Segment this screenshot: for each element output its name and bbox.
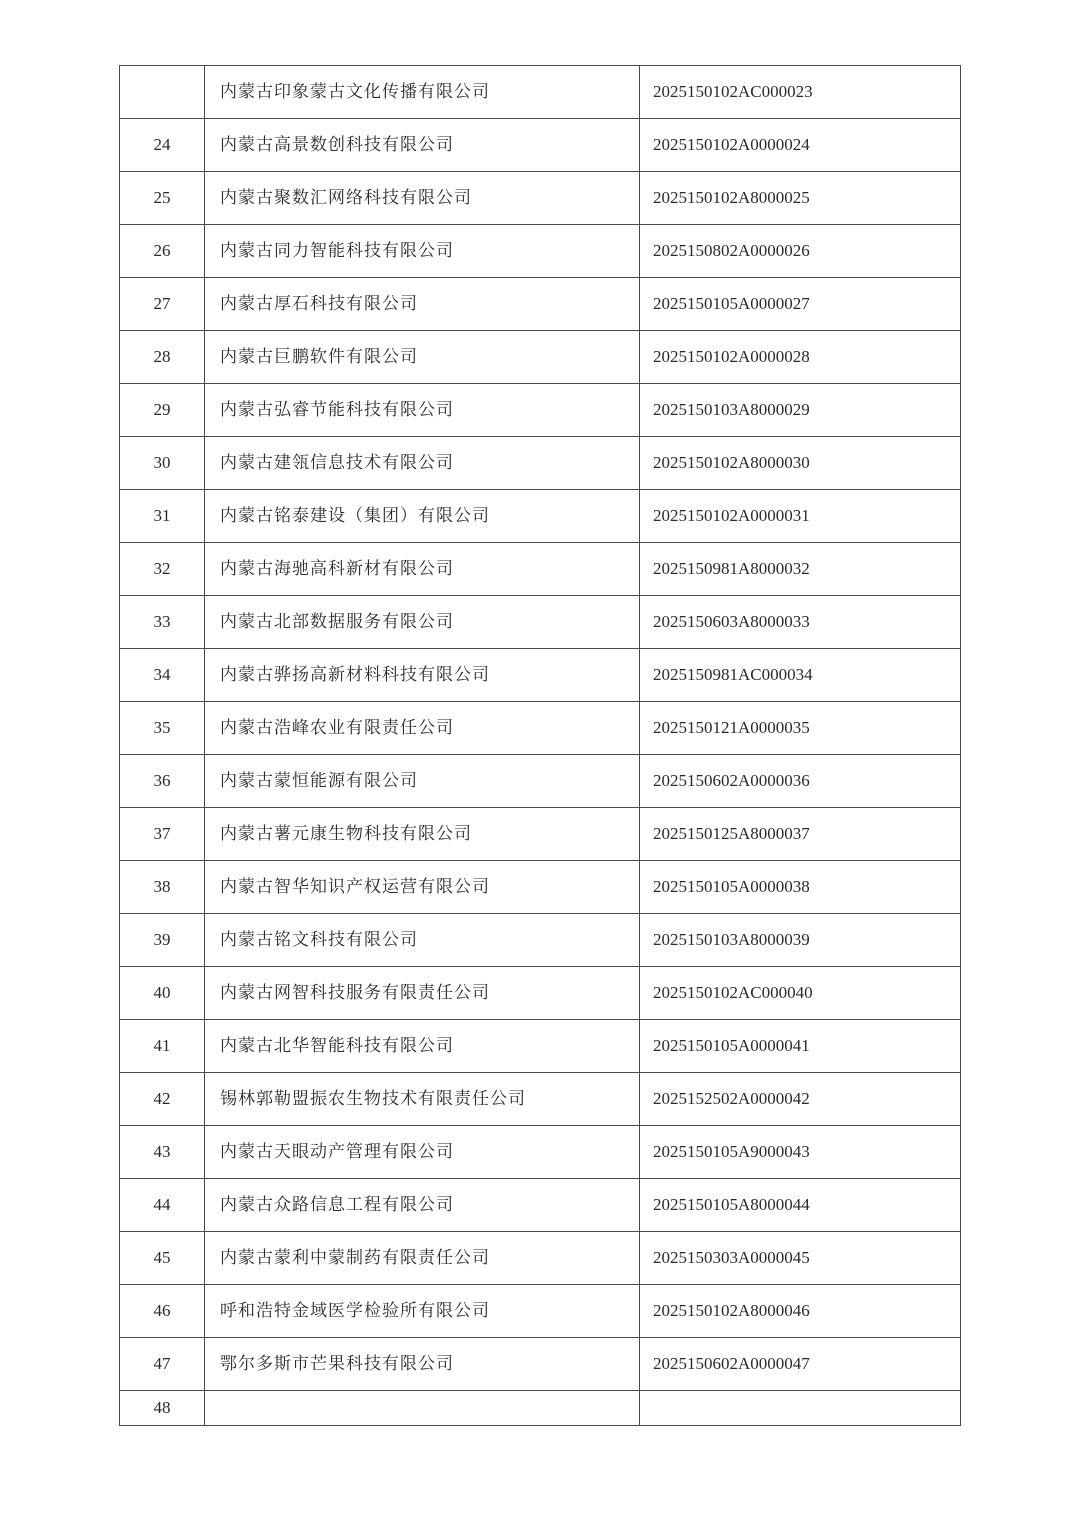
table-row	[120, 66, 961, 119]
registration-code-cell: 2025150102A8000025	[640, 172, 961, 225]
table-row	[120, 808, 961, 861]
registration-code-cell: 2025150802A0000026	[640, 225, 961, 278]
row-number-cell: 40	[120, 967, 205, 1020]
table-row	[120, 119, 961, 172]
table-row	[120, 1179, 961, 1232]
company-name-cell: 内蒙古同力智能科技有限公司	[205, 225, 640, 278]
table-row	[120, 861, 961, 914]
row-number-cell	[120, 66, 205, 119]
company-name-cell: 内蒙古海驰高科新材有限公司	[205, 543, 640, 596]
row-number-cell: 29	[120, 384, 205, 437]
row-number-cell: 25	[120, 172, 205, 225]
registration-code-cell: 2025150125A8000037	[640, 808, 961, 861]
registration-code-cell: 2025150105A9000043	[640, 1126, 961, 1179]
registration-code-cell: 2025150105A0000041	[640, 1020, 961, 1073]
company-name-cell: 内蒙古浩峰农业有限责任公司	[205, 702, 640, 755]
table-row	[120, 225, 961, 278]
table-row	[120, 278, 961, 331]
row-number-cell: 48	[120, 1391, 205, 1426]
registration-code-cell: 2025150602A0000036	[640, 755, 961, 808]
table-row	[120, 384, 961, 437]
company-name-cell: 内蒙古网智科技服务有限责任公司	[205, 967, 640, 1020]
company-registry-table	[119, 65, 961, 1426]
company-name-cell: 锡林郭勒盟振农生物技术有限责任公司	[205, 1073, 640, 1126]
registration-code-cell: 2025150981AC000034	[640, 649, 961, 702]
company-name-cell: 内蒙古智华知识产权运营有限公司	[205, 861, 640, 914]
company-name-cell: 内蒙古天眼动产管理有限公司	[205, 1126, 640, 1179]
company-name-cell: 内蒙古蒙利中蒙制药有限责任公司	[205, 1232, 640, 1285]
row-number-cell: 27	[120, 278, 205, 331]
table-row	[120, 1126, 961, 1179]
row-number-cell: 43	[120, 1126, 205, 1179]
company-name-cell: 内蒙古巨鹏软件有限公司	[205, 331, 640, 384]
row-number-cell: 47	[120, 1338, 205, 1391]
registration-code-cell: 2025150103A8000029	[640, 384, 961, 437]
registration-code-cell: 2025152502A0000042	[640, 1073, 961, 1126]
company-name-cell: 内蒙古北部数据服务有限公司	[205, 596, 640, 649]
row-number-cell: 41	[120, 1020, 205, 1073]
registration-code-cell: 2025150603A8000033	[640, 596, 961, 649]
row-number-cell: 45	[120, 1232, 205, 1285]
table-row	[120, 649, 961, 702]
registration-code-cell: 2025150102A0000031	[640, 490, 961, 543]
company-name-cell: 内蒙古众路信息工程有限公司	[205, 1179, 640, 1232]
row-number-cell: 33	[120, 596, 205, 649]
row-number-cell: 28	[120, 331, 205, 384]
registration-code-cell: 2025150303A0000045	[640, 1232, 961, 1285]
table-row	[120, 1232, 961, 1285]
row-number-cell: 31	[120, 490, 205, 543]
table-row	[120, 1073, 961, 1126]
company-name-cell: 内蒙古聚数汇网络科技有限公司	[205, 172, 640, 225]
table-row	[120, 437, 961, 490]
registration-code-cell: 2025150981A8000032	[640, 543, 961, 596]
table-row	[120, 543, 961, 596]
row-number-cell: 24	[120, 119, 205, 172]
table-row	[120, 490, 961, 543]
company-name-cell: 内蒙古铭泰建设（集团）有限公司	[205, 490, 640, 543]
table-row	[120, 1338, 961, 1391]
company-name-cell: 内蒙古高景数创科技有限公司	[205, 119, 640, 172]
company-name-cell: 内蒙古厚石科技有限公司	[205, 278, 640, 331]
company-name-cell: 内蒙古弘睿节能科技有限公司	[205, 384, 640, 437]
table-row	[120, 596, 961, 649]
row-number-cell: 37	[120, 808, 205, 861]
company-name-cell: 内蒙古铭文科技有限公司	[205, 914, 640, 967]
registration-code-cell: 2025150121A0000035	[640, 702, 961, 755]
table-row	[120, 172, 961, 225]
row-number-cell: 30	[120, 437, 205, 490]
table-row	[120, 967, 961, 1020]
registration-code-cell: 2025150103A8000039	[640, 914, 961, 967]
company-name-cell: 鄂尔多斯市芒果科技有限公司	[205, 1338, 640, 1391]
table-row	[120, 702, 961, 755]
registration-code-cell: 2025150102AC000023	[640, 66, 961, 119]
company-name-cell: 内蒙古北华智能科技有限公司	[205, 1020, 640, 1073]
registration-code-cell	[640, 1391, 961, 1426]
registration-code-cell: 2025150102A8000046	[640, 1285, 961, 1338]
company-name-cell: 内蒙古骅扬高新材料科技有限公司	[205, 649, 640, 702]
company-name-cell: 内蒙古蒙恒能源有限公司	[205, 755, 640, 808]
company-name-cell: 内蒙古印象蒙古文化传播有限公司	[205, 66, 640, 119]
row-number-cell: 39	[120, 914, 205, 967]
row-number-cell: 36	[120, 755, 205, 808]
table-row	[120, 1020, 961, 1073]
table-row	[120, 1285, 961, 1338]
registration-code-cell: 2025150105A0000027	[640, 278, 961, 331]
table-row	[120, 1391, 961, 1426]
company-name-cell	[205, 1391, 640, 1426]
registration-code-cell: 2025150105A8000044	[640, 1179, 961, 1232]
registration-code-cell: 2025150102A0000024	[640, 119, 961, 172]
row-number-cell: 34	[120, 649, 205, 702]
row-number-cell: 32	[120, 543, 205, 596]
company-name-cell: 呼和浩特金域医学检验所有限公司	[205, 1285, 640, 1338]
table-row	[120, 331, 961, 384]
table-row	[120, 914, 961, 967]
row-number-cell: 35	[120, 702, 205, 755]
company-name-cell: 内蒙古薯元康生物科技有限公司	[205, 808, 640, 861]
row-number-cell: 44	[120, 1179, 205, 1232]
registration-code-cell: 2025150102A0000028	[640, 331, 961, 384]
row-number-cell: 42	[120, 1073, 205, 1126]
registration-code-cell: 2025150102AC000040	[640, 967, 961, 1020]
registration-code-cell: 2025150105A0000038	[640, 861, 961, 914]
table-body	[120, 66, 961, 1426]
row-number-cell: 46	[120, 1285, 205, 1338]
company-name-cell: 内蒙古建瓴信息技术有限公司	[205, 437, 640, 490]
registration-code-cell: 2025150602A0000047	[640, 1338, 961, 1391]
row-number-cell: 26	[120, 225, 205, 278]
row-number-cell: 38	[120, 861, 205, 914]
registration-code-cell: 2025150102A8000030	[640, 437, 961, 490]
table-row	[120, 755, 961, 808]
